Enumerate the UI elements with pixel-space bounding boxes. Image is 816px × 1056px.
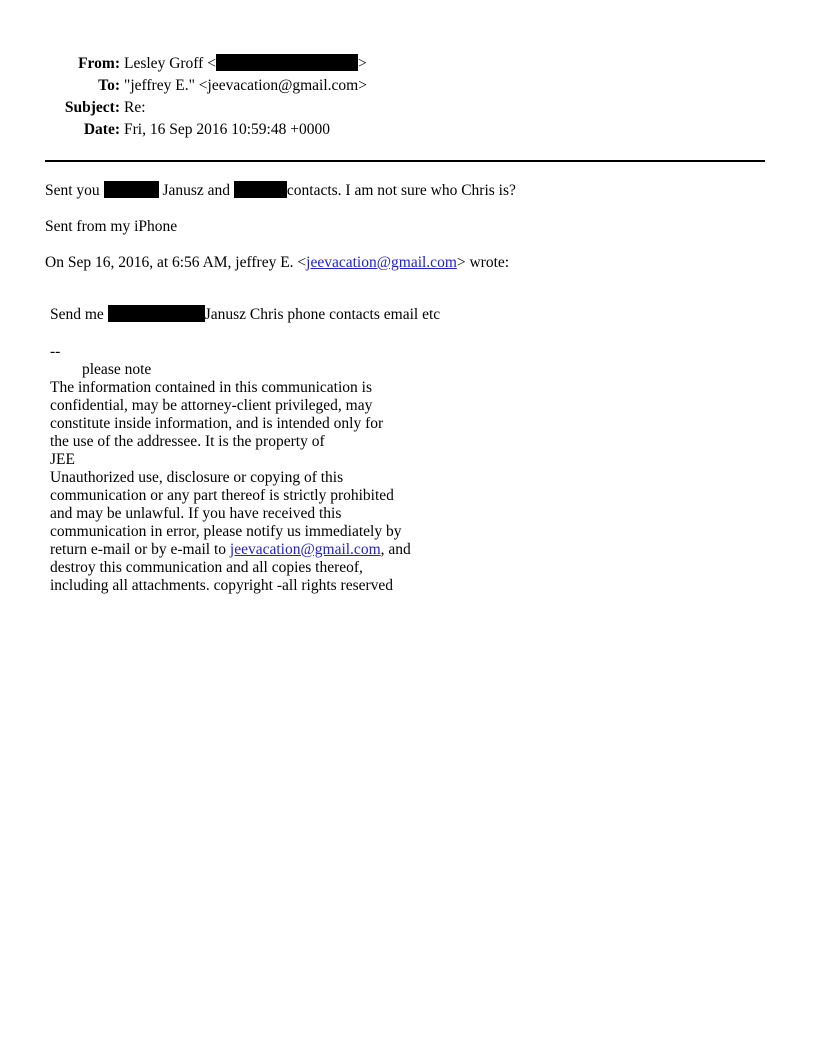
return-text: return e-mail or by e-mail to — [50, 541, 230, 558]
email-link[interactable]: jeevacation@gmail.com — [229, 541, 381, 558]
to-row — [0, 75, 816, 97]
disclaimer-line: communication in error, please notify us immediately by — [50, 523, 402, 540]
sent-from-iphone: Sent from my iPhone — [45, 218, 178, 235]
wrote-suffix: > wrote: — [456, 254, 510, 271]
send-me-rest: Janusz Chris phone contacts email etc — [204, 306, 441, 323]
from-value — [124, 53, 367, 75]
disclaimer-line: the use of the addressee. It is the property of — [50, 433, 325, 450]
body-line-wrote — [45, 253, 509, 273]
send-me-text: Send me — [50, 306, 108, 323]
body-line-iphone — [45, 217, 177, 237]
from-row — [0, 53, 816, 75]
redaction-block — [216, 54, 358, 71]
sent-you-text: Sent you — [45, 182, 104, 199]
from-name: Lesley Groff < — [124, 55, 216, 72]
quoted-send-me — [50, 305, 440, 325]
date-label: Date: — [83, 121, 120, 138]
date-value: Fri, 16 Sep 2016 10:59:48 +0000 — [124, 121, 330, 138]
subject-value: Re: — [124, 99, 146, 116]
disclaimer-line: destroy this communication and all copies thereof, — [50, 559, 363, 576]
disclaimer-line: including all attachments. copyright -all rights reserved — [50, 577, 394, 594]
disclaimer-line: communication or any part thereof is strictly prohibited — [50, 487, 394, 504]
return-suffix: , and — [380, 541, 411, 558]
from-close: > — [357, 55, 367, 72]
date-row — [0, 119, 816, 141]
disclaimer-line: and may be unlawful. If you have received this — [50, 505, 342, 522]
body-line-sent-you — [45, 181, 516, 201]
redaction-block — [104, 181, 159, 198]
wrote-prefix: On Sep 16, 2016, at 6:56 AM, jeffrey E. < — [45, 254, 307, 271]
subject-label: Subject: — [64, 99, 120, 116]
disclaimer-line: JEE — [50, 451, 75, 468]
disclaimer-line: confidential, may be attorney-client privileged, may — [50, 397, 373, 414]
to-value: "jeffrey E." <jeevacation@gmail.com> — [124, 77, 367, 94]
disclaimer-line: The information contained in this communication is — [50, 379, 372, 396]
signature-dashes: -- — [50, 343, 61, 360]
contacts-text: contacts. I am not sure who Chris is? — [286, 182, 516, 199]
email-header — [0, 53, 816, 141]
redaction-block — [108, 305, 205, 322]
redaction-block — [234, 181, 287, 198]
from-label: From: — [78, 55, 120, 72]
please-note: please note — [82, 361, 152, 378]
disclaimer-line: Unauthorized use, disclosure or copying of this — [50, 469, 344, 486]
disclaimer-line: constitute inside information, and is intended only for — [50, 415, 384, 432]
disclaimer-line-return — [50, 541, 411, 559]
subject-row — [0, 97, 816, 119]
to-label: To: — [98, 77, 120, 94]
janusz-and-text: Janusz and — [158, 182, 234, 199]
email-link[interactable]: jeevacation@gmail.com — [306, 254, 457, 271]
header-divider — [45, 160, 765, 162]
